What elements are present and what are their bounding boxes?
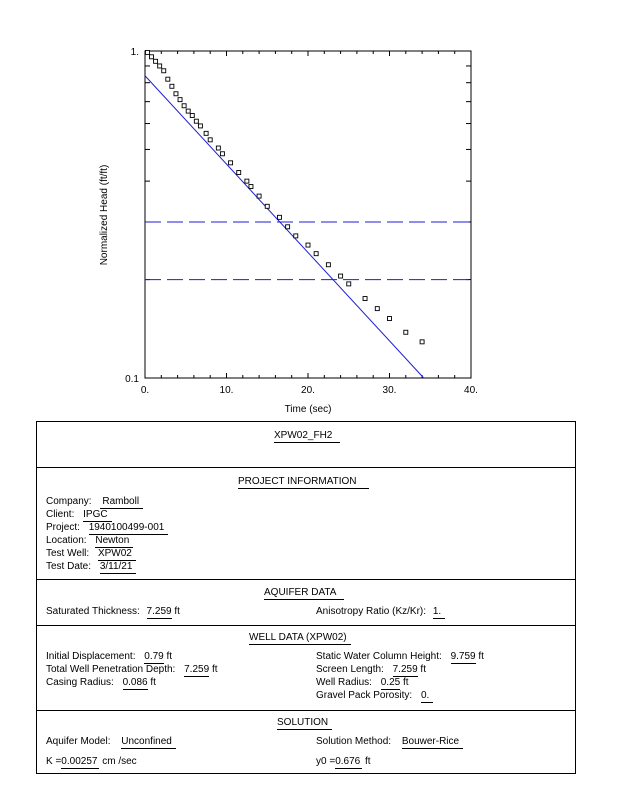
- data-point: [339, 274, 343, 278]
- project-label: Test Date:: [46, 561, 92, 572]
- initial-displacement: [46, 651, 172, 664]
- well-radius-value: 0.25: [380, 677, 401, 688]
- data-point: [249, 185, 253, 189]
- y0-result: [316, 756, 371, 769]
- data-point: [158, 64, 162, 68]
- project-value: IPGC: [83, 509, 111, 522]
- screen-length: [316, 664, 426, 677]
- project-label: Location:: [46, 535, 87, 546]
- data-point: [237, 171, 241, 175]
- aquifer-model: [46, 736, 176, 749]
- y-axis-label: Normalized Head (ft/ft): [99, 164, 110, 266]
- data-point: [388, 317, 392, 321]
- anisotropy-ratio: [316, 606, 445, 619]
- observed-points: [145, 50, 424, 343]
- solution-method-value: Bouwer-Rice: [402, 736, 463, 749]
- well-radius-label: Well Radius:: [316, 677, 372, 688]
- solution-heading: SOLUTION: [277, 717, 332, 730]
- solution-method-label: Solution Method:: [316, 736, 392, 747]
- project-value: 3/11/21: [100, 561, 137, 574]
- solution-section: [37, 710, 575, 773]
- report-panel: [36, 421, 576, 774]
- data-point: [150, 55, 154, 59]
- project-value: 1940100499-001: [89, 522, 169, 535]
- initial-displacement-unit: ft: [166, 651, 173, 662]
- data-point: [208, 138, 212, 142]
- x-tick-label: 0.: [140, 385, 150, 396]
- saturated-thickness-value: 7.259: [146, 606, 172, 617]
- saturated-thickness: [46, 606, 180, 619]
- static-column-label: Static Water Column Height:: [316, 651, 442, 662]
- saturated-thickness-label: Saturated Thickness:: [46, 606, 140, 617]
- hydraulic-conductivity: [46, 756, 137, 769]
- total-penetration-unit: ft: [211, 664, 218, 675]
- aquifer-model-value: Unconfined: [121, 736, 176, 749]
- total-penetration-value: 7.259: [184, 664, 210, 675]
- initial-displacement-value: 0.79: [144, 651, 164, 662]
- casing-radius: [46, 677, 156, 690]
- y-tick-label: 0.1: [125, 374, 139, 385]
- y0-unit: ft: [365, 756, 371, 767]
- gravel-label: Gravel Pack Porosity:: [316, 690, 413, 701]
- data-point: [190, 113, 194, 117]
- data-point: [204, 131, 208, 135]
- data-point: [257, 194, 261, 198]
- screen-length-value: 7.259: [392, 664, 418, 675]
- data-point: [174, 92, 178, 96]
- data-point: [306, 243, 310, 247]
- data-point: [294, 234, 298, 238]
- project-row: [46, 561, 136, 574]
- aquifer-heading: AQUIFER DATA: [264, 587, 344, 600]
- data-point: [375, 307, 379, 311]
- data-point: [178, 98, 182, 102]
- project-label: Client:: [46, 509, 75, 520]
- project-row: [46, 509, 112, 522]
- data-point: [145, 50, 149, 54]
- anisotropy-value: 1.: [433, 606, 445, 619]
- x-tick-label: 40.: [464, 385, 478, 396]
- screen-length-label: Screen Length:: [316, 664, 384, 675]
- data-point: [186, 109, 190, 113]
- k-label: K =: [46, 756, 62, 767]
- casing-radius-unit: ft: [150, 677, 156, 688]
- x-tick-label: 20.: [301, 385, 315, 396]
- project-row: [46, 535, 133, 548]
- static-column: [316, 651, 484, 664]
- project-label: Company:: [46, 496, 92, 507]
- axis-ticks: [145, 51, 471, 378]
- x-tick-label: 30.: [382, 385, 397, 396]
- project-value: Newton: [95, 535, 133, 548]
- static-column-unit: ft: [478, 651, 484, 662]
- data-point: [154, 59, 158, 63]
- project-value: Ramboll: [100, 496, 143, 509]
- data-point: [347, 282, 351, 286]
- fitted-line-group: [145, 76, 424, 378]
- y0-value: 0.676: [335, 756, 361, 767]
- project-label: Project:: [46, 522, 80, 533]
- data-point: [286, 225, 290, 229]
- y-tick-label: 1.: [130, 47, 139, 58]
- gravel-value: 0.: [421, 690, 433, 703]
- aquifer-model-label: Aquifer Model:: [46, 736, 111, 747]
- well-radius: [316, 677, 409, 690]
- data-point: [277, 215, 281, 219]
- project-value: XPW02: [98, 548, 136, 561]
- y0-label: y0 =: [316, 756, 336, 767]
- report-title: XPW02_FH2: [274, 430, 340, 443]
- screen-length-unit: ft: [420, 664, 426, 675]
- data-point: [229, 161, 233, 165]
- data-point: [265, 204, 269, 208]
- data-point: [194, 119, 198, 123]
- k-value: 0.00257: [61, 756, 98, 767]
- data-point: [170, 84, 174, 88]
- data-point: [420, 340, 424, 344]
- project-heading: PROJECT INFORMATION: [238, 476, 369, 489]
- x-axis-label: Time (sec): [284, 404, 332, 415]
- initial-displacement-label: Initial Displacement:: [46, 651, 136, 662]
- data-point: [220, 152, 224, 156]
- project-section: [37, 467, 575, 579]
- static-column-value: 9.759: [450, 651, 476, 662]
- casing-radius-label: Casing Radius:: [46, 677, 114, 688]
- data-point: [363, 297, 367, 301]
- fitted-line: [145, 76, 424, 378]
- data-point: [198, 124, 202, 128]
- data-point: [216, 146, 220, 150]
- aquifer-section: [37, 579, 575, 625]
- x-tick-label: 10.: [219, 385, 234, 396]
- total-penetration: [46, 664, 218, 677]
- project-row: [46, 548, 136, 561]
- well-section: [37, 625, 575, 710]
- solution-method: [316, 736, 463, 749]
- k-unit: cm /sec: [102, 756, 137, 767]
- saturated-thickness-unit: ft: [174, 606, 180, 617]
- data-point: [245, 179, 249, 183]
- project-label: Test Well:: [46, 548, 90, 559]
- project-row: [46, 496, 143, 509]
- data-point: [404, 330, 408, 334]
- data-point: [182, 104, 186, 108]
- anisotropy-label: Anisotropy Ratio (Kz/Kr):: [316, 606, 427, 617]
- plot-frame: [145, 51, 471, 378]
- data-point: [162, 69, 166, 73]
- gravel-pack-porosity: [316, 690, 433, 703]
- data-point: [326, 263, 330, 267]
- total-penetration-label: Total Well Penetration Depth:: [46, 664, 176, 675]
- well-radius-unit: ft: [402, 677, 409, 688]
- data-point: [314, 252, 318, 256]
- data-point: [166, 77, 170, 81]
- reference-lines: [145, 222, 471, 280]
- project-row: [46, 522, 168, 535]
- well-heading: WELL DATA (XPW02): [249, 632, 351, 645]
- casing-radius-value: 0.086: [122, 677, 148, 688]
